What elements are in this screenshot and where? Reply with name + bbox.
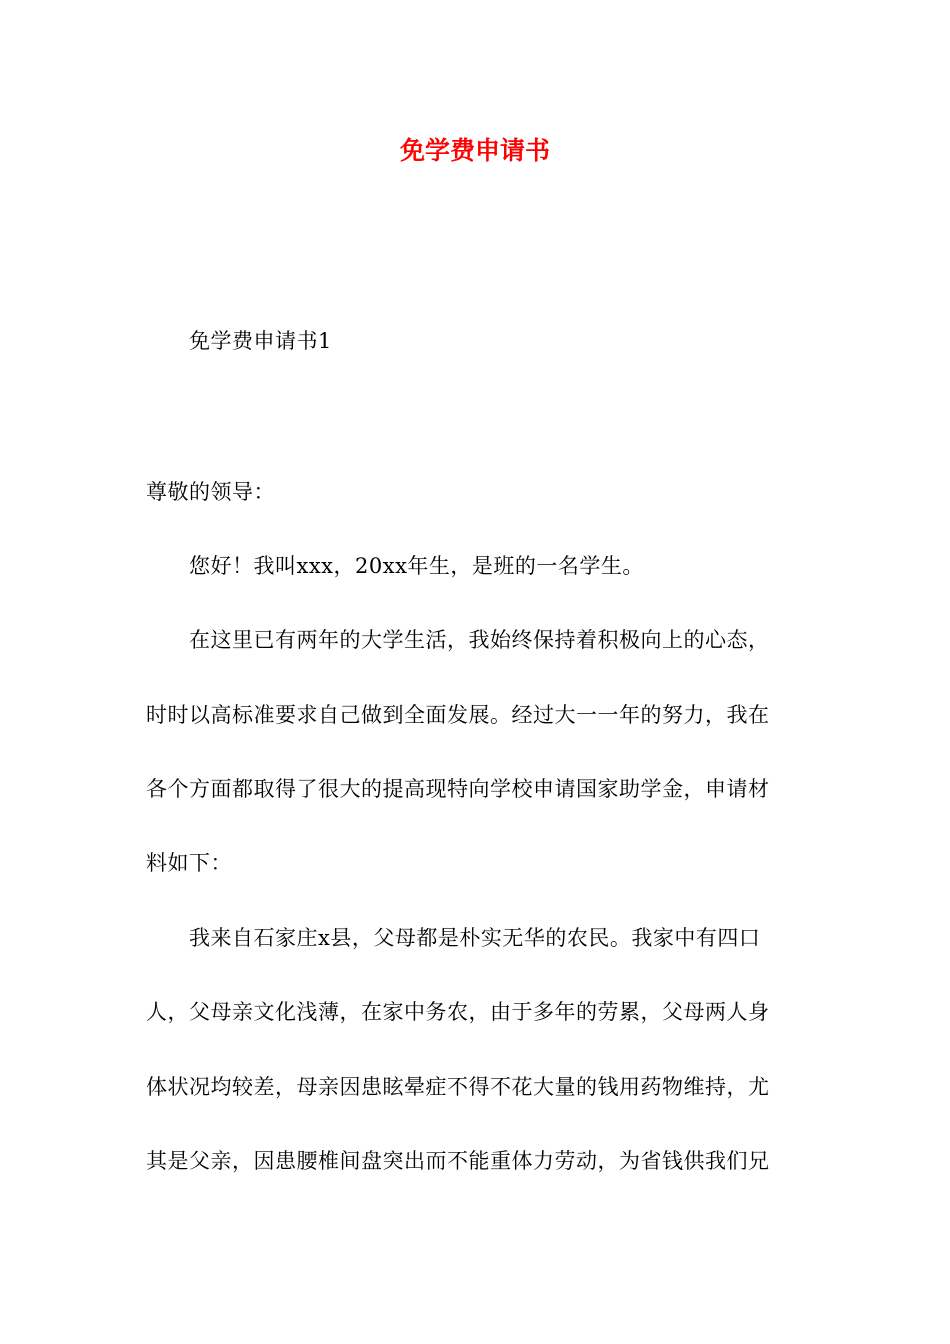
salutation: 尊敬的领导： bbox=[146, 480, 275, 504]
paragraph-line: 在这里已有两年的大学生活，我始终保持着积极向上的心态， bbox=[189, 628, 770, 652]
paragraph-line: 各个方面都取得了很大的提高现特向学校申请国家助学金，申请材 bbox=[146, 777, 770, 801]
paragraph-line: 我来自石家庄x县，父母都是朴实无华的农民。我家中有四口 bbox=[189, 926, 761, 950]
paragraph-line: 时时以高标准要求自己做到全面发展。经过大一一年的努力，我在 bbox=[146, 703, 770, 727]
paragraph-line: 料如下： bbox=[146, 851, 232, 875]
paragraph-line: 体状况均较差，母亲因患眩晕症不得不花大量的钱用药物维持，尤 bbox=[146, 1075, 770, 1099]
paragraph-line: 您好！我叫xxx，20xx年生，是班的一名学生。 bbox=[189, 554, 644, 578]
paragraph-line: 其是父亲，因患腰椎间盘突出而不能重体力劳动，为省钱供我们兄 bbox=[146, 1149, 770, 1173]
paragraph-line: 人，父母亲文化浅薄，在家中务农，由于多年的劳累，父母两人身 bbox=[146, 1000, 770, 1024]
section-heading: 免学费申请书1 bbox=[189, 329, 332, 353]
document-title: 免学费申请书 bbox=[399, 136, 550, 165]
